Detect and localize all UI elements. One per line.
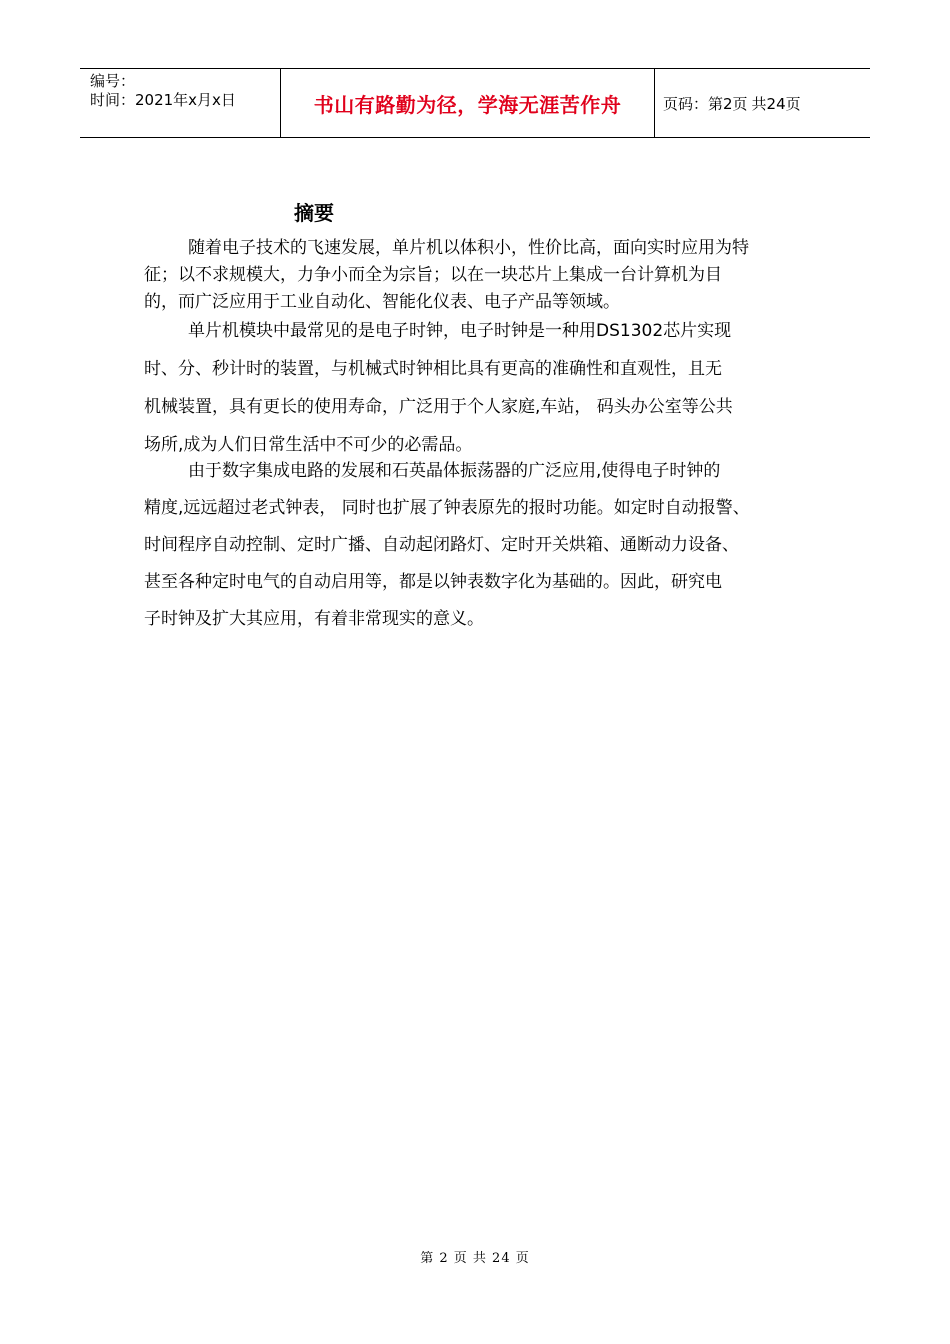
paragraph-line: 机械装置，具有更长的使用寿命，广泛用于个人家庭,车站， 码头办公室等公共	[144, 397, 733, 417]
document-title: 摘要	[294, 201, 334, 225]
header-page-cell	[655, 69, 870, 137]
paragraph-line: 甚至各种定时电气的自动启用等，都是以钟表数字化为基础的。因此，研究电	[144, 572, 722, 592]
paragraph-line: 精度,远远超过老式钟表， 同时也扩展了钟表原先的报时功能。如定时自动报警、	[144, 498, 750, 518]
paragraph-line: 随着电子技术的飞速发展，单片机以体积小，性价比高，面向实时应用为特	[188, 238, 749, 258]
paragraph-2	[144, 312, 824, 464]
paragraph-line: 场所,成为人们日常生活中不可少的必需品。	[144, 435, 473, 455]
header-time-label: 时间：2021年x月x日	[90, 91, 236, 109]
paragraph-line: 由于数字集成电路的发展和石英晶体振荡器的广泛应用,使得电子时钟的	[188, 461, 721, 481]
header-page-label: 页码：第2页	[663, 94, 748, 113]
page-footer: 第 2 页 共 24 页	[420, 1251, 530, 1266]
paragraph-line: 时、分、秒计时的装置，与机械式时钟相比具有更高的准确性和直观性，且无	[144, 359, 722, 379]
header-total-label: 共24页	[751, 94, 801, 113]
header-motto: 书山有路勤为径，学海无涯苦作舟	[281, 69, 655, 137]
paragraph-3	[144, 453, 824, 638]
page-header	[80, 68, 870, 138]
paragraph-line: 子时钟及扩大其应用，有着非常现实的意义。	[144, 609, 484, 629]
paragraph-line: 时间程序自动控制、定时广播、自动起闭路灯、定时开关烘箱、通断动力设备、	[144, 535, 739, 555]
paragraph-line: 的，而广泛应用于工业自动化、智能化仪表、电子产品等领域。	[144, 292, 620, 312]
header-number-label: 编号：	[90, 72, 136, 90]
paragraph-1	[144, 235, 824, 316]
paragraph-line: 单片机模块中最常见的是电子时钟，电子时钟是一种用DS1302芯片实现	[188, 321, 732, 341]
header-info-cell	[80, 69, 281, 137]
paragraph-line: 征；以不求规模大，力争小而全为宗旨；以在一块芯片上集成一台计算机为目	[144, 265, 722, 285]
